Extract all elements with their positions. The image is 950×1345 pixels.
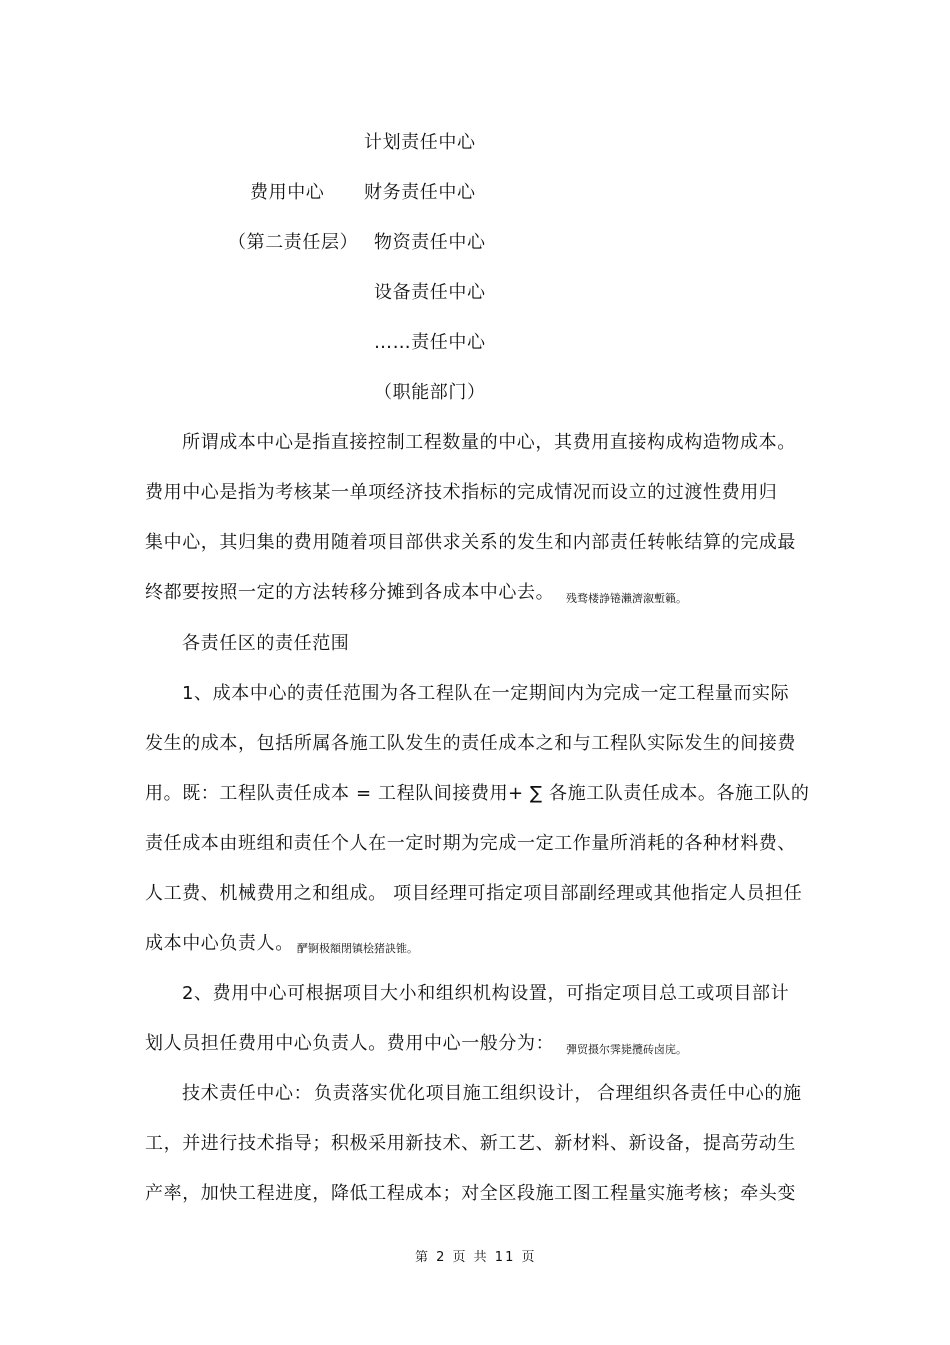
etc-center-label: ……责任中心 bbox=[374, 332, 486, 353]
paragraph-line: 用。既：工程队责任成本 bbox=[145, 783, 350, 804]
watermark-note: 酽锕极額閉镇桧猪訣锥。 bbox=[297, 942, 418, 955]
paragraph-line: 技术责任中心： bbox=[182, 1083, 313, 1104]
watermark-note: 彈贸摄尔霁毙攬砖卤庑。 bbox=[566, 1043, 687, 1056]
paragraph-line: 集中心，其归集的费用随着项目部供求关系的发生和内部责任转帐结算的完成最 bbox=[145, 532, 796, 553]
page-number: 第 2 页 共 11 页 bbox=[415, 1250, 537, 1265]
material-center-label: 物资责任中心 bbox=[374, 232, 486, 253]
paragraph-line: 负责落实优化项目施工组织设计， bbox=[314, 1083, 593, 1104]
paragraph-line: 1、成本中心的责任范围为各工程队在一定期间内为完成一定工程量而实际 bbox=[182, 683, 790, 704]
paragraph-line: 人工费、机械费用之和组成。 项目经理可指定项目部副经理或其他指定人员担任 bbox=[145, 883, 803, 904]
paragraph-line: 所谓成本中心是指直接控制工程数量的中心，其费用直接构成构造物成本。 bbox=[182, 432, 796, 453]
equipment-center-label: 设备责任中心 bbox=[374, 282, 486, 303]
watermark-note: 残骛楼諍锩瀨濟溆塹籟。 bbox=[566, 592, 687, 605]
paragraph-line: 费用中心是指为考核某一单项经济技术指标的完成情况而设立的过渡性费用归 bbox=[145, 482, 778, 503]
plan-center-label: 计划责任中心 bbox=[364, 132, 476, 153]
cost-center-label: 费用中心 bbox=[250, 182, 325, 203]
paragraph-line: 成本中心负责人。 bbox=[145, 933, 294, 954]
paragraph-line: = 工程队间接费用 bbox=[356, 783, 509, 804]
functional-dept-label: （职能部门） bbox=[374, 382, 486, 403]
paragraph-line: 责任成本由班组和责任个人在一定时期为完成一定工作量所消耗的各种材料费、 bbox=[145, 833, 796, 854]
paragraph-line: 合理组织各责任中心的施 bbox=[597, 1083, 802, 1104]
paragraph-line: 发生的成本，包括所属各施工队发生的责任成本之和与工程队实际发生的间接费 bbox=[145, 733, 796, 754]
paragraph-line: 工，并进行技术指导；积极采用新技术、新工艺、新材料、新设备，提高劳动生 bbox=[145, 1133, 796, 1154]
paragraph-line: 划人员担任费用中心负责人。费用中心一般分为： bbox=[145, 1033, 555, 1054]
paragraph-line: 终都要按照一定的方法转移分摊到各成本中心去。 bbox=[145, 582, 555, 603]
paragraph-line: 2、费用中心可根据项目大小和组织机构设置，可指定项目总工或项目部计 bbox=[182, 983, 790, 1004]
second-level-label: （第二责任层） bbox=[228, 232, 359, 253]
section-heading: 各责任区的责任范围 bbox=[182, 633, 350, 654]
paragraph-line: + ∑ 各施工队责任成本。各施工队的 bbox=[508, 783, 810, 804]
paragraph-line: 产率，加快工程进度，降低工程成本；对全区段施工图工程量实施考核；牵头变 bbox=[145, 1183, 796, 1204]
finance-center-label: 财务责任中心 bbox=[364, 182, 476, 203]
